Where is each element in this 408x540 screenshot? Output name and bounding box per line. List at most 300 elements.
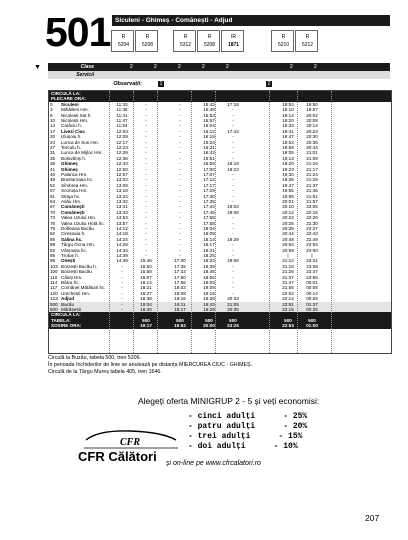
station-name: Palanca Hm. <box>61 172 88 177</box>
time-cell: - <box>232 188 234 194</box>
time-cell: - <box>145 150 147 156</box>
grid-footer-label: CIRCULĂ LA: <box>51 312 81 318</box>
footer-value: 500 <box>176 317 184 323</box>
time-cell: 21:18 <box>282 263 294 269</box>
grid-divider <box>133 91 134 353</box>
time-cell: 19:13 <box>282 155 294 161</box>
time-cell: 19:05 <box>282 150 294 156</box>
station-km: 70 <box>50 209 56 215</box>
time-cell: 11:41 <box>116 112 128 118</box>
time-cell: 19:29 <box>203 307 215 312</box>
time-cell: - <box>121 269 123 275</box>
time-cell: 20:44 <box>306 145 318 150</box>
footnotes <box>48 355 388 376</box>
time-cell: 19:28 <box>203 296 215 302</box>
time-cell: - <box>232 193 234 199</box>
station-name: Bâlca hc. <box>61 280 80 285</box>
time-cell: - <box>232 112 234 118</box>
time-cell: - <box>232 280 234 285</box>
time-cell: 19:43 <box>203 301 215 307</box>
train-number: 5210 <box>277 42 290 48</box>
clase-label: Clase <box>80 64 94 70</box>
time-cell: 19:36 <box>282 177 294 183</box>
offer-item-discount: - 10% <box>273 442 298 451</box>
time-cell: - <box>179 161 181 167</box>
station-name: Valea Uzului Hm. <box>61 215 97 221</box>
page-number: 207 <box>365 513 380 523</box>
time-cell: 20:25 <box>282 220 294 226</box>
time-cell: - <box>179 226 181 231</box>
time-cell: 18:14 <box>282 112 294 118</box>
station-name: Cireșoaia h. <box>61 231 86 237</box>
station-km: 103 <box>50 263 58 269</box>
time-cell: 21:12 <box>282 258 294 264</box>
footer-value: 500 <box>284 317 292 323</box>
time-cell: 23:31 <box>306 258 318 264</box>
time-cell: - <box>179 182 181 188</box>
station-name: Trotuș h. <box>61 253 79 258</box>
station-km: 117 <box>50 285 58 291</box>
time-cell: 17:43 <box>227 128 239 134</box>
time-cell: 20:01 <box>282 199 294 204</box>
time-cell: 22:43 <box>306 231 318 237</box>
station-name: Sîmbrea Hm. <box>61 182 89 188</box>
station-km: 114 <box>50 280 58 285</box>
time-cell: - <box>179 193 181 199</box>
grid-divider <box>157 91 158 353</box>
time-cell: - <box>145 220 147 226</box>
time-cell: 20:08 <box>306 118 318 123</box>
clase-value: 2 <box>290 64 293 70</box>
time-cell: 20:23 <box>306 128 318 134</box>
time-cell: 19:47 <box>282 182 294 188</box>
time-cell: - <box>232 242 234 248</box>
grid-divider <box>191 91 192 353</box>
station-name: Lunca de Sus Hm. <box>61 139 99 145</box>
time-cell: - <box>145 193 147 199</box>
offer-item-label: - patru adulți <box>188 422 256 431</box>
time-cell: 22:14 <box>282 296 294 302</box>
clase-value: 2 <box>178 64 181 70</box>
time-cell: 17:35 <box>203 199 215 204</box>
time-cell: - <box>232 253 234 258</box>
time-cell: - <box>145 112 147 118</box>
station-name: Căiuți Hm. <box>61 274 83 280</box>
time-cell: 00:08 <box>306 285 318 291</box>
time-cell: 18:53 <box>282 139 294 145</box>
time-cell: 18:33 <box>282 123 294 129</box>
time-cell: - <box>232 123 234 129</box>
station-name: Bolovăniș h. <box>61 155 87 161</box>
time-cell: 17:00 <box>203 166 215 172</box>
clase-value: 2 <box>314 64 317 70</box>
train-header-cell <box>111 30 134 52</box>
time-cell: 20:02 <box>306 112 318 118</box>
time-cell: 13:24 <box>116 193 128 199</box>
clase-value: 2 <box>226 64 229 70</box>
time-cell: 12:03 <box>116 128 128 134</box>
time-cell: 14:49 <box>116 258 128 264</box>
time-cell: 01:37 <box>306 301 318 307</box>
time-cell: 20:10 <box>282 204 294 210</box>
train-number: 1871 <box>227 42 240 48</box>
time-cell: 15:57 <box>203 118 215 123</box>
observatii-label: Observații: <box>113 81 142 87</box>
time-cell: - <box>145 101 147 107</box>
time-cell: 20:38 <box>282 226 294 231</box>
time-cell: 13:53 <box>116 215 128 221</box>
time-cell: 17:12 <box>203 177 215 183</box>
time-cell: - <box>145 128 147 134</box>
grid-footer-row <box>49 323 391 328</box>
time-cell: - <box>179 253 181 258</box>
station-km: 41 <box>50 166 56 172</box>
time-cell: 19:04 <box>227 204 239 210</box>
time-cell: 19:30 <box>282 172 294 177</box>
time-cell: 22:53 <box>306 242 318 248</box>
clase-value: 2 <box>130 64 133 70</box>
time-cell: - <box>232 118 234 123</box>
time-cell: 00:25 <box>306 296 318 302</box>
train-number: 5312 <box>179 42 192 48</box>
time-cell: - <box>121 274 123 280</box>
time-cell: 18:53 <box>282 101 294 107</box>
time-cell: 12:23 <box>116 145 128 150</box>
time-cell: 18:41 <box>282 128 294 134</box>
time-cell: - <box>145 145 147 150</box>
time-cell: 13:43 <box>116 209 128 215</box>
grid-footer-label: SOSIRE ORA: <box>51 323 82 329</box>
time-cell: 20:54 <box>282 242 294 248</box>
cfr-logo-text: CFR <box>119 437 141 448</box>
time-cell: | <box>287 253 289 258</box>
grid-header-label: PLECARE ORA: <box>51 96 86 102</box>
footer-value: 20:00 <box>203 323 215 329</box>
time-cell: 21:05 <box>227 301 239 307</box>
time-cell: - <box>232 107 234 113</box>
time-cell: - <box>179 128 181 134</box>
time-cell: 22:06 <box>306 204 318 210</box>
time-cell: 18:39 <box>203 263 215 269</box>
station-km: 10 <box>50 118 56 123</box>
station-name: Borzești Bacău <box>61 269 92 275</box>
time-cell: 17:45 <box>203 209 215 215</box>
time-cell: 22:15 <box>306 209 318 215</box>
footer-value: 22:53 <box>282 323 294 329</box>
time-cell: 14:18 <box>116 231 128 237</box>
station-name: Salina hc. <box>61 236 83 242</box>
time-cell: 18:08 <box>174 290 186 296</box>
time-cell: 22:15 <box>282 307 294 312</box>
time-cell: 18:56 <box>203 274 215 280</box>
time-cell: 22:30 <box>306 220 318 226</box>
clase-value: 2 <box>154 64 157 70</box>
time-cell: - <box>232 226 234 231</box>
time-cell: - <box>121 280 123 285</box>
time-cell: 16:12 <box>203 128 215 134</box>
station-km: 0 <box>50 101 53 107</box>
time-cell: 20:36 <box>306 139 318 145</box>
station-km: 120 <box>50 290 58 296</box>
time-cell: - <box>232 231 234 237</box>
time-cell: 21:37 <box>282 274 294 280</box>
station-name: Ghimeș <box>61 161 78 167</box>
time-cell: 19:20 <box>282 161 294 167</box>
train-category: IR <box>231 34 236 40</box>
time-cell: - <box>145 253 147 258</box>
time-cell: 20:35 <box>227 307 239 312</box>
station-km: 27 <box>50 145 56 150</box>
station-km: 98 <box>50 258 56 264</box>
direction-arrow-icon: ▼ <box>34 64 41 71</box>
time-cell: - <box>232 285 234 291</box>
time-cell: - <box>121 301 123 307</box>
station-name: Adjud <box>61 296 75 302</box>
time-cell: - <box>145 177 147 183</box>
servicii-label: Servicii <box>76 72 94 78</box>
offer-item-label: - doi adulți <box>188 442 246 451</box>
station-km: 95 <box>50 253 56 258</box>
station-name: Carâciu h. <box>61 123 82 129</box>
time-cell: - <box>179 172 181 177</box>
footer-value: 500 <box>229 317 237 323</box>
time-cell: 14:28 <box>116 242 128 248</box>
time-cell: 16:14 <box>140 280 152 285</box>
time-cell: - <box>232 155 234 161</box>
offer-item-label: - trei adulți <box>188 432 251 441</box>
footer-value: 500 <box>142 317 150 323</box>
train-category: R <box>207 34 212 40</box>
time-cell: 19:29 <box>227 236 239 242</box>
time-cell: 13:57 <box>116 220 128 226</box>
time-cell: | <box>311 253 313 258</box>
time-cell: - <box>179 236 181 242</box>
online-link[interactable]: și on-line pe www.cfrcalatori.ro <box>166 460 261 467</box>
time-cell: 21:46 <box>306 188 318 194</box>
station-km: 86 <box>50 236 56 242</box>
time-cell: 18:23 <box>227 166 239 172</box>
time-cell: 17:42 <box>174 269 186 275</box>
time-cell: - <box>179 177 181 183</box>
time-cell: 18:33 <box>203 258 215 264</box>
time-cell: 13:32 <box>116 199 128 204</box>
station-name: Mihăileni Hm. <box>61 107 89 113</box>
time-cell: 16:04 <box>203 123 215 129</box>
time-cell: - <box>179 139 181 145</box>
station-name: Borzești Bacău h. <box>61 263 98 269</box>
time-cell: 17:35 <box>174 263 186 269</box>
station-name: Lunca de Mijloc Hm. <box>61 150 103 156</box>
time-cell: 17:30 <box>203 193 215 199</box>
time-cell: 19:23 <box>282 166 294 172</box>
time-cell: 12:09 <box>116 134 128 140</box>
time-cell: 16:24 <box>203 139 215 145</box>
route-number: 501 <box>45 9 111 55</box>
time-cell: 17:29 <box>203 188 215 194</box>
time-cell: 15:45 <box>140 258 152 264</box>
footer-value: 19:17 <box>140 323 152 329</box>
time-cell: 11:36 <box>116 107 128 113</box>
time-cell: 17:55 <box>203 215 215 221</box>
station-km: 38 <box>50 161 56 167</box>
station-name: Livezi Ciuc <box>61 128 85 134</box>
offer-item <box>188 422 307 432</box>
time-cell: 15:49 <box>203 107 215 113</box>
time-cell: 19:09 <box>203 285 215 291</box>
station-km: 67 <box>50 204 56 210</box>
offer-title: Alegeți oferta MINIGRUP 2 - 5 și veți economisi: <box>138 396 320 406</box>
time-cell: 16:51 <box>203 155 215 161</box>
route-title-bar <box>112 15 390 26</box>
footnote: Circulă la Buzău, tabela 500, tren 5206. <box>48 355 142 361</box>
time-cell: - <box>121 296 123 302</box>
time-cell: - <box>145 161 147 167</box>
station-km: 3 <box>50 107 53 113</box>
station-km: 76 <box>50 220 56 226</box>
time-cell: 19:06 <box>227 209 239 215</box>
time-cell: - <box>179 123 181 129</box>
time-cell: 17:17 <box>203 182 215 188</box>
time-cell: 16:43 <box>203 150 215 156</box>
time-cell: 18:14 <box>203 236 215 242</box>
station-name: Nicolești Hm. <box>61 118 89 123</box>
time-cell: 19:50 <box>306 101 318 107</box>
grid-divider <box>269 91 270 353</box>
station-name: Comănești <box>61 204 85 210</box>
grid-header-label: CIRCULĂ LA: <box>51 91 81 96</box>
time-cell: 21:01 <box>306 150 318 156</box>
station-name: Dofteana Bacău <box>61 226 94 231</box>
train-number: 5212 <box>301 42 314 48</box>
train-header-cell <box>135 30 158 52</box>
time-cell: 18:17 <box>203 242 215 248</box>
station-name: Ghimeș <box>61 166 78 172</box>
time-cell: - <box>232 134 234 140</box>
time-cell: - <box>179 199 181 204</box>
train-header-cell <box>271 30 294 52</box>
time-cell: 19:55 <box>282 188 294 194</box>
footer-value: 19:52 <box>174 323 186 329</box>
time-cell: - <box>121 307 123 312</box>
time-cell: 16:31 <box>203 145 215 150</box>
time-cell: 16:59 <box>203 161 215 167</box>
time-cell: 21:29 <box>306 177 318 183</box>
time-cell: - <box>145 182 147 188</box>
offer-item-discount: - 20% <box>283 422 308 431</box>
footer-value: 23:25 <box>227 323 239 329</box>
station-km: 24 <box>50 139 56 145</box>
timetable-grid <box>48 90 392 354</box>
time-cell: 12:17 <box>116 139 128 145</box>
time-cell: 20:33 <box>227 296 239 302</box>
time-cell: 17:07 <box>203 172 215 177</box>
time-cell: - <box>121 290 123 296</box>
time-cell: 18:21 <box>203 247 215 253</box>
time-cell: - <box>179 242 181 248</box>
time-cell: 16:40 <box>140 307 152 312</box>
station-km: 110 <box>50 274 58 280</box>
time-cell: - <box>179 204 181 210</box>
time-cell: 17:44 <box>203 204 215 210</box>
time-cell: - <box>232 263 234 269</box>
time-cell: 18:16 <box>174 296 186 302</box>
station-km: 500 <box>50 307 58 312</box>
offer-item-discount: - 15% <box>278 432 303 441</box>
time-cell: - <box>145 242 147 248</box>
train-category: R <box>305 34 310 40</box>
time-cell: 14:39 <box>116 253 128 258</box>
clase-row <box>48 63 390 71</box>
time-cell: - <box>145 134 147 140</box>
time-cell: 14:12 <box>116 226 128 231</box>
time-cell: - <box>145 123 147 129</box>
time-cell: 13:41 <box>116 204 128 210</box>
time-cell: - <box>145 166 147 172</box>
time-cell: 21:51 <box>306 193 318 199</box>
train-header-cell <box>197 30 220 52</box>
time-cell: 23:00 <box>306 247 318 253</box>
station-name: Scorușa Hm. <box>61 188 88 194</box>
train-category: R <box>121 34 126 40</box>
station-name: Siculeni <box>61 101 79 107</box>
time-cell: 22:37 <box>306 226 318 231</box>
station-km: 106 <box>50 269 58 275</box>
train-number: 5208 <box>203 42 216 48</box>
time-cell: - <box>179 101 181 107</box>
station-name: Nicolești Sat h. <box>61 112 92 118</box>
time-cell: 16:27 <box>140 290 152 296</box>
time-cell: 12:36 <box>116 155 128 161</box>
time-cell: - <box>145 226 147 231</box>
time-cell: 22:02 <box>282 290 294 296</box>
time-cell: - <box>145 231 147 237</box>
time-cell: 17:30 <box>174 258 186 264</box>
time-cell: 18:59 <box>282 145 294 150</box>
station-km: 35 <box>50 155 56 161</box>
time-cell: - <box>179 215 181 221</box>
station-name: Bacău <box>61 301 75 307</box>
time-cell: - <box>179 118 181 123</box>
clase-value: 2 <box>202 64 205 70</box>
time-cell: 18:47 <box>282 134 294 140</box>
time-cell: 12:29 <box>116 150 128 156</box>
station-name: Vârșoara hc. <box>61 247 88 253</box>
time-cell: 21:57 <box>306 199 318 204</box>
time-cell: - <box>145 236 147 242</box>
time-cell: 21:47 <box>282 280 294 285</box>
time-cell: - <box>145 204 147 210</box>
time-cell: 21:37 <box>306 182 318 188</box>
time-cell: - <box>145 215 147 221</box>
station-km: 500 <box>50 301 58 307</box>
time-cell: 18:20 <box>282 118 294 123</box>
time-cell: - <box>232 145 234 150</box>
time-cell: 19:55 <box>282 193 294 199</box>
time-cell: 20:30 <box>306 134 318 140</box>
time-cell: 20:59 <box>282 247 294 253</box>
station-name: Târgu Ocna Hm. <box>61 242 95 248</box>
time-cell: 00:14 <box>306 290 318 296</box>
time-cell: 19:56 <box>227 258 239 264</box>
station-km: 6 <box>50 112 53 118</box>
time-cell: 16:21 <box>140 285 152 291</box>
time-cell: 14:34 <box>116 247 128 253</box>
time-cell: 16:07 <box>140 274 152 280</box>
time-cell: - <box>145 139 147 145</box>
time-cell: 18:02 <box>174 285 186 291</box>
time-cell: 18:04 <box>203 226 215 231</box>
train-category: R <box>145 34 150 40</box>
